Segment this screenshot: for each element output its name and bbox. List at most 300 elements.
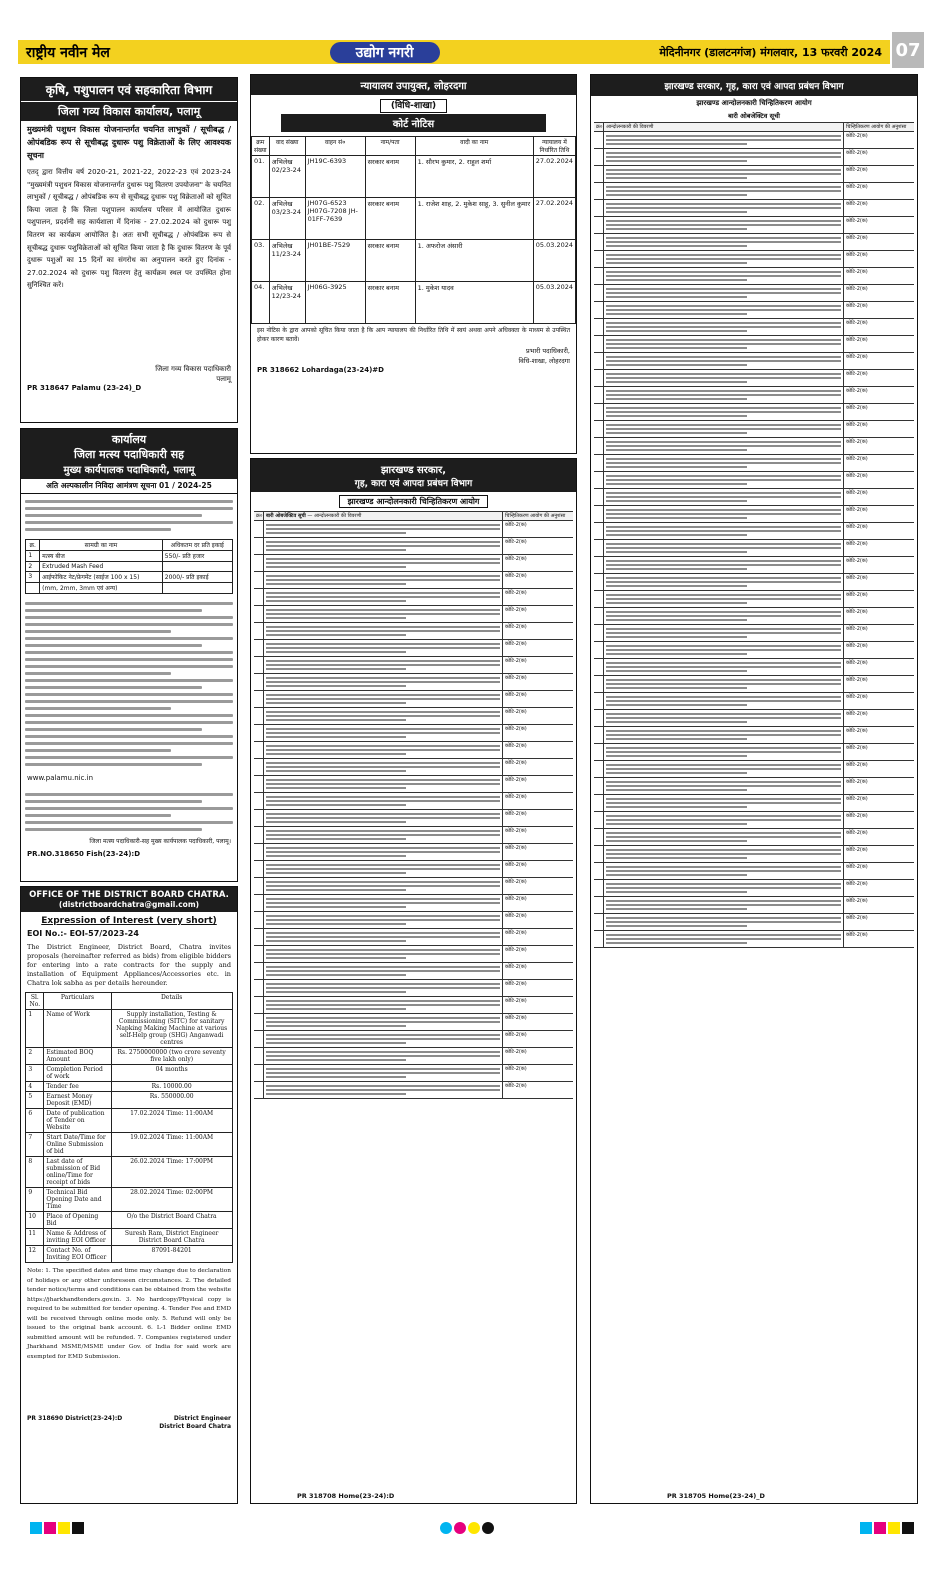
- mid-col-head-wrap: बारी ओबजेक्टिव सूची — आन्दोलनकारी की विवरणी: [264, 512, 503, 520]
- list-item: [594, 489, 914, 506]
- cell: 1: [26, 1010, 44, 1048]
- list-item-number: [594, 557, 604, 573]
- table-row: [26, 1229, 232, 1246]
- cell: JH19C-6393: [305, 156, 365, 198]
- list-item-remark: कोटि-2(क): [846, 388, 868, 394]
- cell: 1: [26, 551, 40, 562]
- cell: सरकार बनाम: [365, 198, 415, 240]
- list-item-remark: कोटि-2(क): [505, 845, 527, 851]
- table-row: [26, 1157, 232, 1188]
- court-cases-table: [251, 136, 576, 324]
- cell: Name & Address of inviting EOI Officer: [44, 1229, 111, 1246]
- list-item-remark: कोटि-2(क): [846, 201, 868, 207]
- list-item-details: [604, 506, 844, 522]
- list-item: [254, 793, 573, 810]
- cell: सरकार बनाम: [365, 156, 415, 198]
- list-item: [254, 980, 573, 997]
- list-item-remark: कोटि-2(क): [505, 1015, 527, 1021]
- list-item: [254, 878, 573, 895]
- table-row: [26, 1010, 232, 1048]
- list-item-remark: कोटि-2(क): [846, 524, 868, 530]
- list-item-number: [254, 708, 264, 724]
- list-item-remark: कोटि-2(क): [846, 847, 868, 853]
- list-item-details: [604, 863, 844, 879]
- list-item-number: [254, 691, 264, 707]
- fish-signatory: जिला मत्स्य पदाधिकारी-सह मुख्य कार्यपालक पदाधिकारी, पलामू।: [89, 837, 231, 845]
- list-item: [254, 691, 573, 708]
- list-item-number: [254, 1082, 264, 1098]
- list-item-remark: कोटि-2(क): [505, 811, 527, 817]
- list-item-number: [254, 589, 264, 605]
- list-item-details: [604, 693, 844, 709]
- cell: 5: [26, 1092, 44, 1109]
- cell: 1. मुकेश यादव: [415, 282, 533, 324]
- list-item: [254, 844, 573, 861]
- list-item-details: [264, 878, 503, 894]
- list-item-number: [594, 676, 604, 692]
- list-item-number: [254, 997, 264, 1013]
- list-item: [594, 540, 914, 557]
- list-item-details: [264, 776, 503, 792]
- list-item-details: [604, 812, 844, 828]
- list-item-remark: कोटि-2(क): [505, 590, 527, 596]
- list-item-remark: कोटि-2(क): [505, 828, 527, 834]
- list-item: [594, 421, 914, 438]
- list-item-number: [254, 929, 264, 945]
- list-item-number: [254, 572, 264, 588]
- list-item-remark: कोटि-2(क): [846, 303, 868, 309]
- list-item-details: [264, 963, 503, 979]
- list-item-remark: कोटि-2(क): [846, 150, 868, 156]
- list-item-number: [594, 523, 604, 539]
- list-item-remark: कोटि-2(क): [505, 930, 527, 936]
- list-item: [594, 353, 914, 370]
- list-item-remark: कोटि-2(क): [505, 539, 527, 545]
- list-item-number: [254, 912, 264, 928]
- list-item-number: [594, 268, 604, 284]
- cell: 87091-84201: [111, 1246, 232, 1263]
- list-item-remark: कोटि-2(क): [846, 932, 868, 938]
- list-item-details: [604, 914, 844, 930]
- list-item-details: [604, 880, 844, 896]
- list-item-number: [594, 336, 604, 352]
- list-item-number: [594, 914, 604, 930]
- newspaper-name: राष्ट्रीय नवीन मेल: [26, 44, 110, 61]
- list-item-number: [594, 540, 604, 556]
- list-item-details: [264, 572, 503, 588]
- list-item-number: [254, 963, 264, 979]
- list-item-remark: कोटि-2(क): [846, 796, 868, 802]
- list-item-number: [594, 166, 604, 182]
- list-item: [254, 827, 573, 844]
- list-item-details: [604, 625, 844, 641]
- list-item-remark: कोटि-2(क): [505, 998, 527, 1004]
- list-item: [594, 795, 914, 812]
- mid-list-title: बारी ओबजेक्टिव सूची: [266, 513, 306, 519]
- cell: 27.02.2024: [533, 198, 575, 240]
- list-item-number: [594, 132, 604, 148]
- list-item-remark: कोटि-2(क): [505, 573, 527, 579]
- list-item-number: [594, 302, 604, 318]
- list-item-number: [594, 234, 604, 250]
- list-item-number: [254, 861, 264, 877]
- mid-list: [254, 511, 573, 1099]
- fish-title2: मुख्य कार्यपालक पदाधिकारी, पलामू: [21, 462, 237, 479]
- list-item-number: [594, 744, 604, 760]
- list-item: [594, 880, 914, 897]
- list-item-details: [604, 523, 844, 539]
- dateline: मेदिनीनगर (डालटनगंज) मंगलवार, 13 फरवरी 2024: [659, 45, 882, 59]
- list-item: [594, 234, 914, 251]
- cell: Extruded Mash Feed: [40, 562, 163, 572]
- list-item-details: [264, 640, 503, 656]
- list-item-details: [604, 710, 844, 726]
- list-item: [594, 523, 914, 540]
- table-row: [26, 1212, 232, 1229]
- list-item-details: [604, 761, 844, 777]
- chatra-email: (districtboardchatra@gmail.com): [21, 900, 237, 912]
- list-item: [594, 149, 914, 166]
- list-item-number: [594, 455, 604, 471]
- list-item: [254, 674, 573, 691]
- chatra-details-table: [25, 992, 232, 1263]
- court-branch: (विधि-शाखा): [380, 99, 447, 113]
- list-item-number: [594, 370, 604, 386]
- agri-signatory: जिला गव्य विकास पदाधिकारी: [155, 365, 231, 373]
- list-item-details: [604, 897, 844, 913]
- cell: Date of publication of Tender on Website: [44, 1109, 111, 1133]
- list-item-number: [594, 591, 604, 607]
- fish-items-table: [25, 539, 232, 594]
- list-item-remark: कोटि-2(क): [505, 1066, 527, 1072]
- list-item-remark: कोटि-2(क): [505, 1032, 527, 1038]
- cell: 02.: [252, 198, 270, 240]
- list-item-number: [254, 742, 264, 758]
- list-item-remark: कोटि-2(क): [505, 1049, 527, 1055]
- list-item-number: [594, 421, 604, 437]
- list-item-remark: कोटि-2(क): [846, 354, 868, 360]
- list-item-details: [264, 708, 503, 724]
- list-item-number: [254, 623, 264, 639]
- list-item-details: [264, 912, 503, 928]
- list-item-remark: कोटि-2(क): [846, 626, 868, 632]
- cell: 27.02.2024: [533, 156, 575, 198]
- list-item-details: [264, 691, 503, 707]
- mid-ref: PR 318708 Home(23-24):D: [297, 1492, 395, 1500]
- list-item-details: [604, 234, 844, 250]
- list-item: [594, 217, 914, 234]
- list-item-remark: कोटि-2(क): [846, 269, 868, 275]
- list-item-number: [254, 810, 264, 826]
- cell: O/o the District Board Chatra: [111, 1212, 232, 1229]
- cell: 04.: [252, 282, 270, 324]
- list-item-remark: कोटि-2(क): [846, 133, 868, 139]
- table-row: [252, 282, 576, 324]
- cell: (mm, 2mm, 3mm एवं अन्य): [40, 583, 163, 594]
- list-item-details: [604, 285, 844, 301]
- list-item-number: [594, 880, 604, 896]
- list-item-number: [594, 693, 604, 709]
- cell: 05.03.2024: [533, 240, 575, 282]
- list-item-details: [604, 778, 844, 794]
- list-item-number: [594, 251, 604, 267]
- list-item-details: [604, 795, 844, 811]
- right-col-remark: चिन्हितिकरण आयोग की अनुशंसा: [846, 124, 907, 130]
- list-item-details: [604, 132, 844, 148]
- list-item-remark: कोटि-2(क): [505, 947, 527, 953]
- cell: 28.02.2024 Time: 02:00PM: [111, 1188, 232, 1212]
- list-item-remark: कोटि-2(क): [505, 862, 527, 868]
- right-ref: PR 318705 Home(23-24)_D: [667, 1492, 765, 1500]
- list-item-number: [594, 727, 604, 743]
- court-ref: PR 318662 Lohardaga(23-24)#D: [257, 366, 384, 374]
- list-item-number: [594, 795, 604, 811]
- cell: Rs. 10000.00: [111, 1082, 232, 1092]
- fisheries-notice: [20, 428, 238, 882]
- list-item-number: [594, 149, 604, 165]
- list-item: [594, 404, 914, 421]
- cell: मत्स्य बीज: [40, 551, 163, 562]
- list-item-number: [254, 640, 264, 656]
- cell: 7: [26, 1133, 44, 1157]
- cell: 17.02.2024 Time: 11:00AM: [111, 1109, 232, 1133]
- list-item-number: [254, 946, 264, 962]
- list-item-remark: कोटि-2(क): [505, 743, 527, 749]
- page-number: 07: [892, 32, 924, 68]
- table-row: [26, 1188, 232, 1212]
- right-col-no: क्र०: [596, 124, 603, 130]
- cell: JH01BE-7529: [305, 240, 365, 282]
- list-item: [594, 200, 914, 217]
- list-item: [594, 812, 914, 829]
- table-row: [26, 1065, 232, 1082]
- list-item: [594, 659, 914, 676]
- cell: 12: [26, 1246, 44, 1263]
- court-name: न्यायालय उपायुक्त, लोहरदगा: [251, 75, 576, 95]
- list-item-details: [604, 370, 844, 386]
- list-item-details: [264, 623, 503, 639]
- list-item-remark: कोटि-2(क): [505, 726, 527, 732]
- table-row: [26, 1082, 232, 1092]
- list-item: [594, 829, 914, 846]
- list-item-number: [254, 776, 264, 792]
- list-item: [594, 319, 914, 336]
- list-item-details: [604, 931, 844, 947]
- list-item: [254, 1082, 573, 1099]
- list-item-number: [254, 1014, 264, 1030]
- list-item-number: [254, 980, 264, 996]
- list-item: [594, 591, 914, 608]
- fish-website[interactable]: www.palamu.nic.in: [27, 774, 94, 782]
- cell: 550/- प्रति हजार: [162, 551, 232, 562]
- list-item-details: [604, 166, 844, 182]
- cell: Technical Bid Opening Date and Time: [44, 1188, 111, 1212]
- cell: [26, 583, 40, 594]
- list-item-number: [594, 285, 604, 301]
- mid-col-details: आन्दोलनकारी की विवरणी: [314, 513, 362, 519]
- list-item-details: [604, 200, 844, 216]
- list-item-remark: कोटि-2(क): [505, 896, 527, 902]
- list-item: [594, 370, 914, 387]
- fish-col-item: सामग्री का नाम: [40, 540, 163, 551]
- list-item-remark: कोटि-2(क): [846, 779, 868, 785]
- list-item-details: [604, 676, 844, 692]
- list-item-details: [604, 489, 844, 505]
- cell: 1. राजेश शाह, 2. मुकेश साहू, 3. सुनील कुमार: [415, 198, 533, 240]
- list-item-remark: कोटि-2(क): [505, 607, 527, 613]
- list-item-details: [604, 829, 844, 845]
- cell: 3: [26, 572, 40, 583]
- list-item-remark: कोटि-2(क): [505, 709, 527, 715]
- chatra-intro: The District Engineer, District Board, Chatra invites proposals (hereinafter referred as bids) from eligible bidders for entering into a rate contracts for the supply and installation of Equipment Appliances/Accessories etc. in Chatra lok sabha as per details hereunder.: [27, 943, 231, 987]
- cell: Completion Period of work: [44, 1065, 111, 1082]
- chatra-note: Note: 1. The specified dates and time may change due to declaration of holidays or any other unforeseen circumstances. 2. The detailed tender notice/terms and conditions can be obtained from the website https://jharkhandtenders.gov.in. 3. No hardcopy/Physical copy is required to be submitted for tender opening. 4. Tender Fee and EMD will be received through online mode only. 5. Refund will only be issued to the original bank account. 6. L-1 Bidder online EMD submitted amount will be refunded. 7. Companies registered under Jharkhand MSME/MSME under Gov. of India for said work are exempted for EMD Submission.: [27, 1268, 231, 1360]
- cell: JH06G-3925: [305, 282, 365, 324]
- cell: 9: [26, 1188, 44, 1212]
- list-item-details: [604, 183, 844, 199]
- list-item-details: [264, 1048, 503, 1064]
- list-item-details: [604, 336, 844, 352]
- cell: 1. सौरभ कुमार, 2. राहुल शर्मा: [415, 156, 533, 198]
- list-item: [594, 693, 914, 710]
- list-item-details: [604, 268, 844, 284]
- court-col-party: नाम/पता: [365, 137, 415, 156]
- cell: 6: [26, 1109, 44, 1133]
- list-item-remark: कोटि-2(क): [846, 694, 868, 700]
- list-item-number: [254, 725, 264, 741]
- list-item: [594, 761, 914, 778]
- court-col-sl: क्रम संख्या: [252, 137, 270, 156]
- fish-more-text: [21, 787, 237, 837]
- chatra-office: OFFICE OF THE DISTRICT BOARD CHATRA.: [21, 887, 237, 900]
- list-item-number: [594, 608, 604, 624]
- cell: अभिलेख 02/23-24: [269, 156, 305, 198]
- list-item: [254, 946, 573, 963]
- list-item-remark: कोटि-2(क): [505, 658, 527, 664]
- list-item: [594, 608, 914, 625]
- right-govt: झारखण्ड सरकार, गृह, कारा एवं आपदा प्रबंधन विभाग: [591, 75, 917, 96]
- right-col-details: आन्दोलनकारी की विवरणी: [604, 123, 844, 131]
- cell: 04 months: [111, 1065, 232, 1082]
- list-item: [594, 727, 914, 744]
- list-item: [254, 623, 573, 640]
- list-item-details: [264, 980, 503, 996]
- court-col-case: वाद संख्या: [269, 137, 305, 156]
- list-item-details: [264, 1014, 503, 1030]
- list-item-details: [604, 404, 844, 420]
- court-col-plaintiff: वादी का नाम: [415, 137, 533, 156]
- list-item-number: [254, 555, 264, 571]
- cell: Supply installation, Testing & Commissioning (SITC) for sanitary Napking Making Machine at various self-Help group (SHG) Anganwadi centres: [111, 1010, 232, 1048]
- cell: अभिलेख 12/23-24: [269, 282, 305, 324]
- list-item-number: [594, 489, 604, 505]
- list-item-details: [264, 725, 503, 741]
- agri-office-title: जिला गव्य विकास कार्यालय, पलामू: [21, 101, 237, 121]
- mid-dept: गृह, कारा एवं आपदा प्रबंधन विभाग: [251, 476, 576, 492]
- list-item-number: [254, 538, 264, 554]
- list-item-details: [604, 353, 844, 369]
- list-item-remark: कोटि-2(क): [846, 660, 868, 666]
- list-item: [254, 589, 573, 606]
- mid-col-remark: चिन्हितिकरण आयोग की अनुशंसा: [505, 513, 566, 519]
- cell: 19.02.2024 Time: 11:00AM: [111, 1133, 232, 1157]
- list-item-details: [264, 929, 503, 945]
- agri-subject: मुख्यमंत्री पशुधन विकास योजनान्तर्गत चयनित लाभुकों / सूचीबद्ध / ओपंबडिक रूप से सूचीबद्ध दुधारू पशु विक्रेताओं के लिए आवश्यक सूचना: [27, 125, 231, 160]
- cell: 10: [26, 1212, 44, 1229]
- list-item-details: [264, 793, 503, 809]
- list-item-details: [604, 421, 844, 437]
- cell: Tender fee: [44, 1082, 111, 1092]
- cell: [162, 562, 232, 572]
- list-item-number: [594, 387, 604, 403]
- list-item-remark: कोटि-2(क): [505, 760, 527, 766]
- list-item-remark: कोटि-2(क): [846, 405, 868, 411]
- list-item: [254, 742, 573, 759]
- chatra-eoi-no: EOI No.:- EOI-57/2023-24: [27, 929, 139, 938]
- list-item-details: [604, 217, 844, 233]
- list-item: [254, 929, 573, 946]
- list-item-remark: कोटि-2(क): [846, 745, 868, 751]
- list-item-remark: कोटि-2(क): [505, 913, 527, 919]
- list-item: [254, 606, 573, 623]
- list-item: [254, 1048, 573, 1065]
- list-item-remark: कोटि-2(क): [846, 609, 868, 615]
- fish-col-no: क्र.: [26, 540, 40, 551]
- list-item: [594, 710, 914, 727]
- chatra-signatory: District Engineer: [173, 1415, 231, 1422]
- list-item-remark: कोटि-2(क): [846, 456, 868, 462]
- list-item-remark: कोटि-2(क): [846, 490, 868, 496]
- list-item-number: [254, 1031, 264, 1047]
- list-item-details: [264, 657, 503, 673]
- list-item-number: [594, 200, 604, 216]
- cell: 2: [26, 562, 40, 572]
- table-row: [26, 1048, 232, 1065]
- list-item-number: [254, 895, 264, 911]
- right-list-title: बारी ओबजेक्टिव सूची: [728, 112, 780, 120]
- agri-ref: PR 318647 Palamu (23-24)_D: [27, 384, 142, 392]
- jharkhand-home-notice-right: [590, 74, 918, 1504]
- chatra-col-sl: Sl. No.: [26, 993, 44, 1010]
- list-item: [254, 895, 573, 912]
- list-item-remark: कोटि-2(क): [846, 864, 868, 870]
- list-item-remark: कोटि-2(क): [846, 439, 868, 445]
- list-item-remark: कोटि-2(क): [505, 641, 527, 647]
- list-item-remark: कोटि-2(क): [846, 235, 868, 241]
- list-item: [254, 1014, 573, 1031]
- list-item-remark: कोटि-2(क): [846, 592, 868, 598]
- list-item: [594, 472, 914, 489]
- list-item: [254, 708, 573, 725]
- list-item-number: [254, 759, 264, 775]
- list-item-number: [254, 844, 264, 860]
- cell: Contact No. of Inviting EOI Officer: [44, 1246, 111, 1263]
- list-item-details: [264, 895, 503, 911]
- list-item: [254, 572, 573, 589]
- list-item-details: [604, 251, 844, 267]
- table-row: [26, 1246, 232, 1263]
- list-item-details: [604, 557, 844, 573]
- list-item: [254, 963, 573, 980]
- cell: Rs. 2750000000 (two crore seventy five lakh only): [111, 1048, 232, 1065]
- list-item-number: [254, 606, 264, 622]
- list-item-number: [594, 217, 604, 233]
- list-item: [594, 183, 914, 200]
- list-item-details: [264, 827, 503, 843]
- mid-commission: झारखण्ड आन्दोलनकारी चिन्हितिकरण आयोग: [339, 495, 489, 508]
- list-item: [594, 285, 914, 302]
- list-item: [594, 931, 914, 948]
